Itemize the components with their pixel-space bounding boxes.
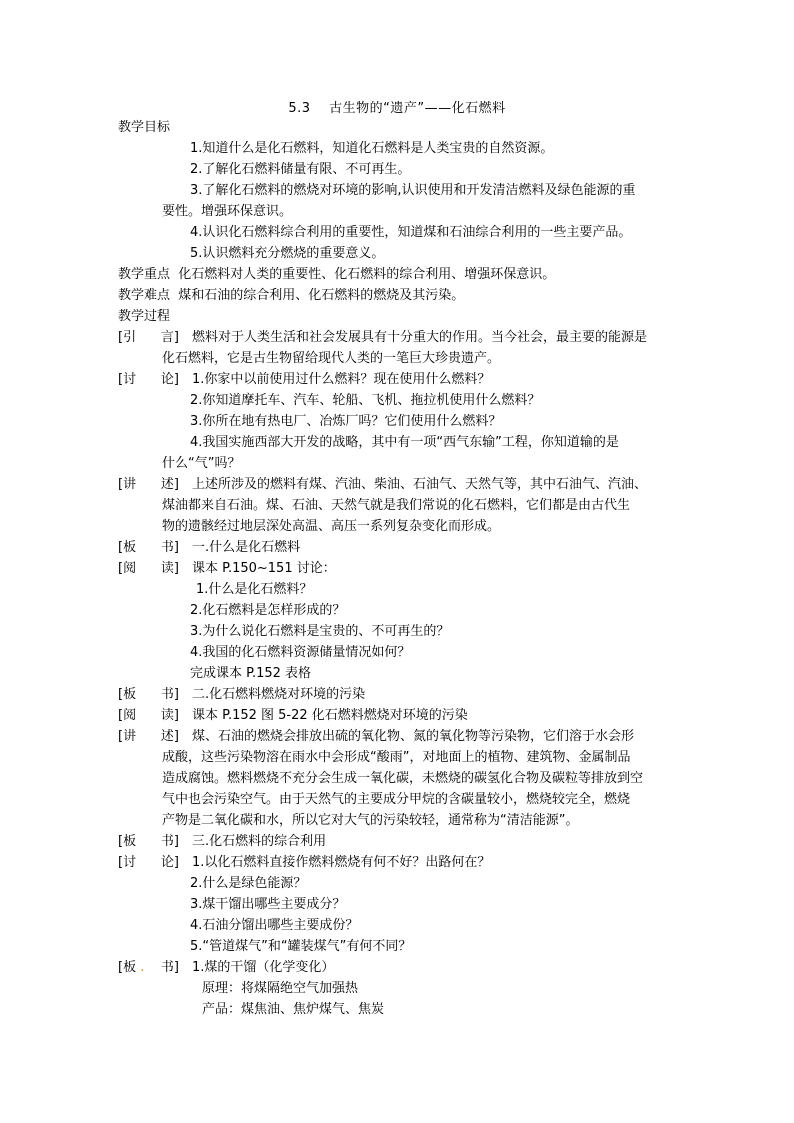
objectives-heading: 教学目标 <box>118 120 171 135</box>
intro-line-2: 化石燃料，它是古生物留给现代人类的一笔巨大珍贵遗产。 <box>162 351 501 366</box>
read2-tag: [阅 读] <box>118 708 179 723</box>
lecture2-line-3: 造成腐蚀。燃料燃烧不充分会生成一氧化碳，未燃烧的碳氢化合物及碳粒等排放到空 <box>162 771 644 786</box>
read1-line-4: 3.为什么说化石燃料是宝贵的、不可再生的？ <box>190 624 450 639</box>
objective-item-3: 3.了解化石燃料的燃烧对环境的影响,认识使用和开发清洁燃料及绿色能源的重 <box>190 183 636 198</box>
difficult-points-label: 教学难点 <box>118 288 171 303</box>
board2-text: 二.化石燃料燃烧对环境的污染 <box>192 687 366 702</box>
read1-line-1: 课本 P.150~151 讨论： <box>192 561 336 576</box>
key-points-text: 化石燃料对人类的重要性、化石燃料的综合利用、增强环保意识。 <box>178 267 556 282</box>
objective-item-1: 1.知道什么是化石燃料，知道化石燃料是人类宝贵的自然资源。 <box>190 141 554 156</box>
read1-line-3: 2.化石燃料是怎样形成的？ <box>190 603 346 618</box>
board4-principle: 原理：将煤隔绝空气加强热 <box>202 981 359 996</box>
lecture2-line-5: 产物是二氧化碳和水，所以它对大气的污染较轻，通常称为“清洁能源”。 <box>162 813 579 828</box>
discuss1-line-5: 什么“气”吗？ <box>162 456 241 471</box>
discuss1-line-1: 1.你家中以前使用过什么燃料？现在使用什么燃料？ <box>192 372 491 387</box>
discuss1-line-3: 3.你所在地有热电厂、冶炼厂吗？它们使用什么燃料？ <box>190 414 502 429</box>
lecture1-line-1: 上述所涉及的燃料有煤、汽油、柴油、石油气、天然气等，其中石油气、汽油、 <box>192 477 648 492</box>
objective-item-3-cont: 要性。增强环保意识。 <box>162 204 293 219</box>
discuss1-line-4: 4.我国实施西部大开发的战略，其中有一项“西气东输”工程，你知道输的是 <box>190 435 619 450</box>
board3-tag: [板 书] <box>118 834 179 849</box>
process-heading: 教学过程 <box>118 309 171 324</box>
board4-tag-close: 书] <box>160 960 179 975</box>
discuss1-tag: [讨 论] <box>118 372 179 387</box>
intro-tag: [引 言] <box>118 330 179 345</box>
key-points-label: 教学重点 <box>118 267 171 282</box>
board3-text: 三.化石燃料的综合利用 <box>192 834 327 849</box>
board1-text: 一.什么是化石燃料 <box>192 540 301 555</box>
discuss2-line-2: 2.什么是绿色能源？ <box>190 876 307 891</box>
read1-line-5: 4.我国的化石燃料资源储量情况如何？ <box>190 645 411 660</box>
read1-line-2: 1.什么是化石燃料？ <box>196 582 313 597</box>
discuss2-line-4: 4.石油分馏出哪些主要成份？ <box>190 918 359 933</box>
lecture1-line-2: 煤油都来自石油。煤、石油、天然气就是我们常说的化石燃料，它们都是由古代生 <box>162 498 631 513</box>
lecture2-line-1: 煤、石油的燃烧会排放出硫的氧化物、氮的氧化物等污染物，它们溶于水会形 <box>192 729 635 744</box>
discuss1-line-2: 2.你知道摩托车、汽车、轮船、飞机、拖拉机使用什么燃料？ <box>190 393 541 408</box>
board4-tag-dot: . <box>140 960 145 975</box>
difficult-points <box>118 286 464 306</box>
read1-tag: [阅 读] <box>118 561 179 576</box>
board4-tag <box>118 958 179 978</box>
board4-tag-open: [板 <box>118 960 137 975</box>
lecture2-line-2: 成酸，这些污染物溶在雨水中会形成“酸雨”，对地面上的植物、建筑物、金属制品 <box>162 750 631 765</box>
intro-line-1: 燃料对于人类生活和社会发展具有十分重大的作用。当今社会，最主要的能源是 <box>192 330 648 345</box>
lecture1-line-3: 物的遗骸经过地层深处高温、高压一系列复杂变化而形成。 <box>162 519 501 534</box>
document-title: 5.3 古生物的“遗产”——化石燃料 <box>288 101 506 116</box>
board4-text: 1.煤的干馏（化学变化） <box>192 960 335 975</box>
read1-line-6: 完成课本 P.152 表格 <box>190 666 312 681</box>
lecture1-tag: [讲 述] <box>118 477 179 492</box>
discuss2-line-5: 5.“管道煤气”和“罐装煤气”有何不同？ <box>190 939 412 954</box>
discuss2-tag: [讨 论] <box>118 855 179 870</box>
board2-tag: [板 书] <box>118 687 179 702</box>
board4-products: 产品：煤焦油、焦炉煤气、焦炭 <box>202 1002 385 1017</box>
objective-item-5: 5.认识燃料充分燃烧的重要意义。 <box>190 246 385 261</box>
lecture2-line-4: 气中也会污染空气。由于天然气的主要成分甲烷的含碳量较小，燃烧较完全，燃烧 <box>162 792 631 807</box>
board1-tag: [板 书] <box>118 540 179 555</box>
key-points <box>118 265 555 285</box>
objective-item-2: 2.了解化石燃料储量有限、不可再生。 <box>190 162 411 177</box>
read2-text: 课本 P.152 图 5-22 化石燃料燃烧对环境的污染 <box>192 708 468 723</box>
objective-item-4: 4.认识化石燃料综合利用的重要性，知道煤和石油综合利用的一些主要产品。 <box>190 225 632 240</box>
lecture2-tag: [讲 述] <box>118 729 179 744</box>
discuss2-line-1: 1.以化石燃料直接作燃料燃烧有何不好？出路何在？ <box>192 855 491 870</box>
difficult-points-text: 煤和石油的综合利用、化石燃料的燃烧及其污染。 <box>178 288 465 303</box>
discuss2-line-3: 3.煤干馏出哪些主要成分？ <box>190 897 346 912</box>
